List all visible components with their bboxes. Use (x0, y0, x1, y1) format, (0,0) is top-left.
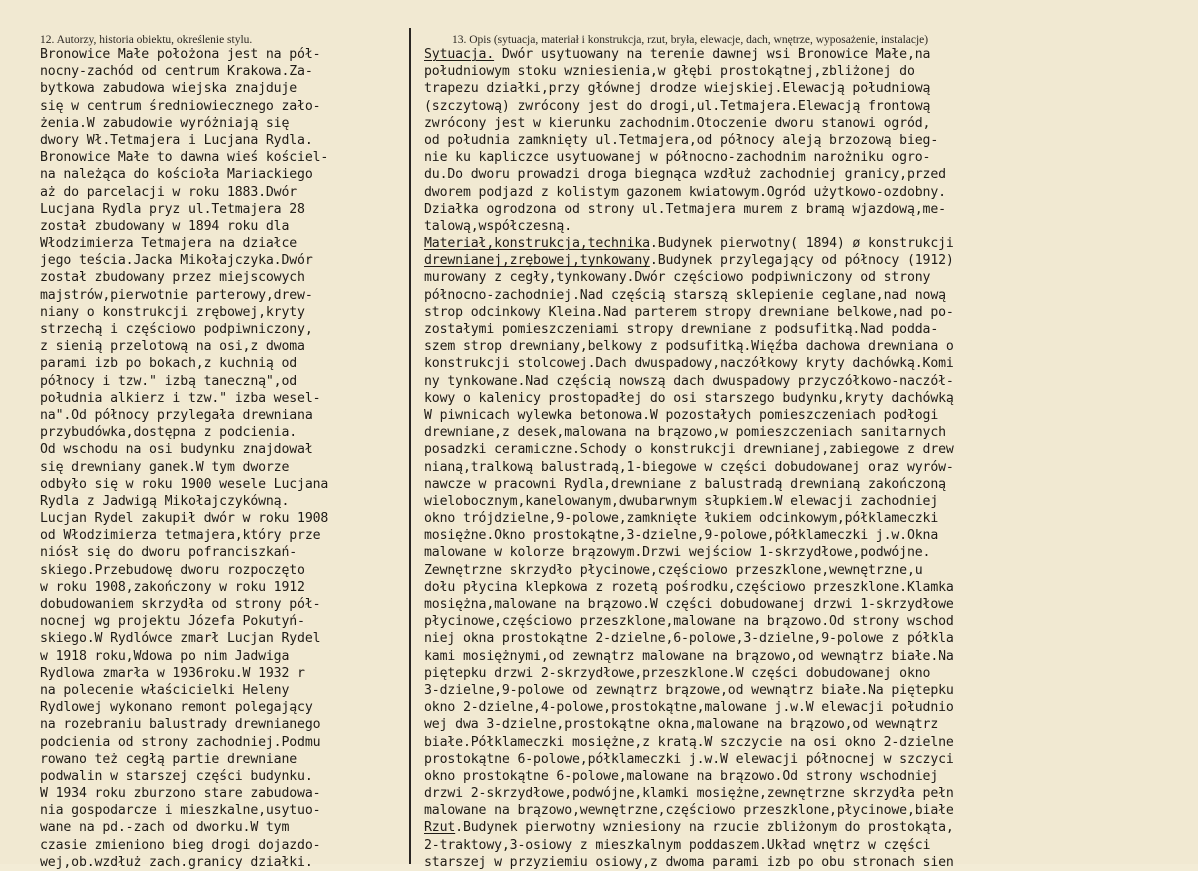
history-text-line: wej,ob.wzdłuż zach.granicy działki. (40, 854, 313, 870)
description-text-line (424, 716, 1180, 733)
history-text-line: nia gospodarcze i mieszkalne,usytuo- (40, 803, 321, 819)
description-text: trapezu działki,przy głównej drodze wiejskiej.Elewacją południową (424, 81, 931, 97)
description-text: 2-traktowy,3-osiowy z mieszkalnym poddaszem.Układ wnętrz w części (424, 837, 931, 853)
description-text-line (424, 802, 1180, 819)
description-text-line (424, 321, 1180, 338)
description-text: okno 2-dzielne,4-polowe,prostokątne,malowane j.w.W elewacji południo (424, 700, 954, 716)
description-text: wielobocznym,kanelowanym,dwubarwnym słupkiem.W elewacji zachodniej (424, 493, 939, 509)
description-text: malowane na brązowo,wewnętrzne,częściowo przeszklone,płycinowe,białe (424, 803, 954, 819)
description-text-line (424, 459, 1180, 476)
description-text: dołu płycina klepkowa z rozetą pośrodku,częściowo przeszklone.Klamka (424, 579, 954, 595)
section-lead-heading: drewnianej,zrębowej,tynkowany (424, 253, 650, 269)
history-text-line: został zbudowany przez miejscowych (40, 270, 305, 286)
section-12-header: 12. Autorzy, historia obiektu, określenie stylu. (40, 34, 253, 46)
description-text-line (424, 235, 1180, 252)
description-text: malowane w kolorze brązowym.Drzwi wejściow 1-skrzydłowe,podwójne. (424, 545, 931, 561)
description-text-line (424, 819, 1180, 836)
description-column (424, 46, 1180, 871)
description-text-line (424, 355, 1180, 372)
history-text-line: skiego.W Rydlówce zmarł Lucjan Rydel (40, 631, 321, 647)
description-text: nie ku kapliczce usytuowanej w północno-zachodnim narożniku ogro- (424, 150, 931, 166)
description-text: nianą,tralkową balustradą,1-biegowe w części dobudowanej oraz wyrów- (424, 459, 954, 475)
description-text: drzwi 2-skrzydłowe,podwójne,klamki mosiężne,zewnętrzne skrzydła pełn (424, 786, 954, 802)
description-text: posadzki ceramiczne.Schody o konstrukcji drewnianej,zabiegowe z drew (424, 442, 954, 458)
description-text: talową,współczesną. (424, 218, 573, 234)
description-text: .Budynek przylegający od północy (1912) (649, 253, 954, 269)
history-text-line: strzechą i częściowo podpiwniczony, (40, 322, 313, 337)
description-text-line (424, 218, 1180, 235)
history-text-line: niósł się do dworu pofranciszkań- (40, 545, 298, 561)
history-text-line: parami izb po bokach,z kuchnią od (40, 356, 298, 372)
description-text: Działka ogrodzona od strony ul.Tetmajera murem z bramą wjazdową,me- (424, 201, 946, 217)
description-text-line (424, 304, 1180, 321)
history-text-line: podcienia od strony zachodniej.Podmu (40, 734, 321, 750)
description-text-line (424, 80, 1180, 97)
description-text-line (424, 544, 1180, 561)
description-text-line (424, 596, 1180, 613)
section-lead-heading: Materiał,konstrukcja,technika (424, 236, 650, 252)
history-text-line: Rydlowej wykonano remont polegający (40, 700, 313, 716)
description-text: mosiężne.Okno prostokątne,3-dzielne,9-polowe,półklameczki j.w.Okna (424, 528, 939, 544)
description-text: zwrócony jest w kierunku zachodnim.Otoczenie dworu stanowi ogród, (424, 115, 931, 131)
history-column (40, 46, 402, 871)
history-text-line: nocnej wg projektu Józefa Pokutyń- (40, 614, 305, 630)
description-text: du.Do dworu prowadzi droga biegnąca wzdłuż zachodniej granicy,przed (424, 167, 946, 183)
history-text-line: Rydlowa zmarła w 1936roku.W 1932 r (40, 665, 305, 681)
history-text-line: został zbudowany w 1894 roku dla (40, 218, 290, 234)
history-text-line: na rozebraniu balustrady drewnianego (40, 717, 321, 733)
section-13-header: 13. Opis (sytuacja, materiał i konstrukcja, rzut, bryła, elewacje, dach, wnętrze, wyposażenie, instalacje) (452, 34, 929, 46)
description-text: szem strop drewniany,belkowy z podsufitką.Więźba dachowa drewniana o (424, 339, 954, 355)
description-text-line (424, 115, 1180, 132)
section-lead-heading: Sytuacja. (424, 47, 495, 62)
description-text: wej dwa 3-dzielne,prostokątne okna,malowane na brązowo,od wewnątrz (424, 717, 939, 733)
section-lead-heading: Rzut (424, 820, 456, 836)
description-text: okno prostokątne 6-polowe,malowane na brązowo.Od strony wschodniej (424, 768, 939, 784)
description-text: południowym stoku wzniesienia,w głębi prostokątnej,zbliżonej do (424, 64, 915, 80)
description-text-line (424, 441, 1180, 458)
description-text: drewniane,z desek,malowana na brązowo,w pomieszczeniach sanitarnych (424, 425, 946, 441)
history-text-line: w roku 1908,zakończony w roku 1912 (40, 579, 305, 595)
description-text: od południa zamknięty ul.Tetmajera,od północy aleją brzozową bieg- (424, 132, 939, 148)
description-text-line (424, 184, 1180, 201)
history-text-line: dwory Wł.Tetmajera i Lucjana Rydla. (40, 132, 313, 148)
history-text-line: się w centrum średniowiecznego zało- (40, 98, 321, 114)
history-text-line: W 1934 roku zburzono stare zabudowa- (40, 786, 321, 802)
column-divider (409, 28, 411, 864)
description-text: mosiężna,malowane na brązowo.W części dobudowanej drzwi 1-skrzydłowe (424, 597, 954, 612)
description-text: dworem podjazd z kolistym gazonem kwiatowym.Ogród użytkowo-ozdobny. (424, 184, 946, 200)
history-text-line: aż do parcelacji w roku 1883.Dwór (40, 184, 298, 200)
history-text-line: Bronowice Małe to dawna wieś kościel- (40, 150, 329, 166)
description-text: piętерku drzwi 2-skrzydłowe,przeszklone.W części dobudowanej okno (424, 665, 931, 681)
description-text: okno trójdzielne,9-polowe,zamknięte łukiem odcinkowym,półklameczki (424, 511, 939, 527)
history-text-line: Włodzimierza Tetmajera na działce (40, 236, 298, 252)
description-text-line (424, 493, 1180, 510)
description-text: (szczytową) zwrócony jest do drogi,ul.Tetmajera.Elewacją frontową (424, 98, 931, 114)
history-text-line: podwalin w starszej części budynku. (40, 768, 313, 784)
description-text-line (424, 785, 1180, 802)
description-text-line (424, 682, 1180, 699)
description-text: W piwnicach wylewka betonowa.W pozostałych pomieszczeniach podłogi (424, 407, 939, 423)
description-text-line (424, 252, 1180, 269)
history-text-line: czasie zmieniono bieg drogi dojazdo- (40, 837, 321, 853)
description-text-line (424, 338, 1180, 355)
history-text-line: w 1918 roku,Wdowa po nim Jadwiga (40, 648, 290, 664)
description-text: nawcze w pracowni Rydla,drewniane z balustradą drewnianą zakończoną (424, 476, 946, 492)
description-text-line (424, 751, 1180, 768)
description-text-line (424, 854, 1180, 871)
description-text-line (424, 768, 1180, 785)
description-text-line (424, 132, 1180, 149)
description-text: kami mosiężnymi,od zewnątrz malowane na brązowo,od wewnątrz białe.Na (424, 648, 954, 664)
history-text-line: skiego.Przebudowę dworu rozpoczęto (40, 562, 305, 578)
description-text: starszej w przyziemiu osiowy,z dwoma parami izb po obu stronach sien (424, 854, 954, 870)
description-text: zostałymi pomieszczeniami stropy drewniane z podsufitką.Nad podda- (424, 322, 939, 337)
description-text: płycinowe,częściowo przeszklone,malowane na brązowo.Od strony wschod (424, 614, 954, 630)
description-text-line (424, 424, 1180, 441)
history-text-line: wane na pd.-zach od dworku.W tym (40, 820, 290, 836)
description-text-line (424, 837, 1180, 854)
description-text: .Budynek pierwotny wzniesiony na rzucie zbliżonym do prostokąta, (455, 820, 954, 836)
description-text: ny tynkowane.Nad częścią nowszą dach dwuspadowy przyczółkowo-naczół- (424, 373, 954, 389)
description-text: 3-dzielne,9-polowe od zewnątrz brązowe,od wewnątrz białe.Na piętерku (424, 682, 954, 698)
history-text-line: Lucjana Rydla pryz ul.Tetmajera 28 (40, 201, 305, 217)
history-text-line: północy i tzw." izbą taneczną",od (40, 373, 298, 389)
description-text: białe.Półklameczki mosiężne,z kratą.W szczycie na osi okno 2-dzielne (424, 734, 954, 750)
history-text-line: się drewniany ganek.W tym dworze (40, 459, 290, 475)
description-text-line (424, 149, 1180, 166)
description-text-line (424, 287, 1180, 304)
description-text-line (424, 665, 1180, 682)
history-text-line: przybudówka,dostępna z podcienia. (40, 425, 298, 441)
description-text: konstrukcji stolcowej.Dach dwuspadowy,naczółkowy kryty dachówką.Komi (424, 356, 954, 372)
history-text-line: bytkowa zabudowa wiejska znajduje (40, 81, 298, 97)
history-text-line: z sienią przelotową na osi,z dwoma (40, 339, 305, 355)
description-text: niej okna prostokątne 2-dzielne,6-polowe,3-dzielne,9-polowe z półkla (424, 631, 954, 647)
description-text: .Budynek pierwotny( 1894) ø konstrukcji (649, 236, 954, 252)
history-text-line: dobudowaniem skrzydła od strony pół- (40, 597, 321, 612)
description-text: kowy o kalenicy prostopadłej do osi starszego budynku,kryty dachówką (424, 390, 954, 406)
history-text-line: rowano też cegłą partie drewniane (40, 751, 298, 767)
history-text-line: od Włodzimierza tetmajera,który prze (40, 528, 321, 544)
description-text: strop odcinkowy Kleina.Nad parterem stropy drewniane belkowe,nad po- (424, 304, 954, 320)
history-text-line: majstrów,pierwotnie parterowy,drew- (40, 287, 313, 303)
description-text-line (424, 63, 1180, 80)
history-text-line: Od wschodu na osi budynku znajdował (40, 442, 313, 458)
description-text-line (424, 699, 1180, 716)
description-text-line (424, 630, 1180, 647)
description-text-line (424, 269, 1180, 286)
description-text-line (424, 166, 1180, 183)
description-text-line (424, 390, 1180, 407)
history-text-line: Rydla z Jadwigą Mikołajczykówną. (40, 493, 290, 509)
description-text-line (424, 648, 1180, 665)
history-text-line: na należąca do kościoła Mariackiego (40, 167, 313, 183)
description-text-line (424, 407, 1180, 424)
history-text-line: na polecenie właścicielki Heleny (40, 682, 290, 698)
description-text-line (424, 527, 1180, 544)
history-text-line: Bronowice Małe położona jest na pół- (40, 47, 321, 62)
description-text-line (424, 476, 1180, 493)
history-text-line: południa alkierz i tzw." izba wesel- (40, 390, 321, 406)
description-text-line (424, 562, 1180, 579)
description-text-line (424, 510, 1180, 527)
description-text-line (424, 734, 1180, 751)
description-text-line (424, 98, 1180, 115)
description-text: prostokątne 6-polowe,półklameczki j.w.W elewacji północnej w szczyci (424, 751, 954, 767)
description-text: północno-zachodniej.Nad częścią starszą sklepienie ceglane,nad nową (424, 287, 946, 303)
history-text-line: jego teścia.Jacka Mikołajczyka.Dwór (40, 253, 313, 269)
history-text-line: na".Od północy przylegała drewniana (40, 407, 313, 423)
description-text: Dwór usytuowany na terenie dawnej wsi Bronowice Małe,na (494, 47, 931, 62)
description-text: murowany z cegły,tynkowany.Dwór częściowo podpiwniczony od strony (424, 270, 931, 286)
history-text-line: Lucjan Rydel zakupił dwór w roku 1908 (40, 511, 329, 527)
description-text-line (424, 201, 1180, 218)
history-text-line: żenia.W zabudowie wyróżniają się (40, 115, 290, 131)
history-text-line: odbyło się w roku 1900 wesele Lucjana (40, 476, 329, 492)
description-text-line (424, 373, 1180, 390)
history-text-line: nocny-zachód od centrum Krakowa.Za- (40, 64, 313, 80)
description-text: Zewnętrzne skrzydło płycinowe,częściowo przeszklone,wewnętrzne,u (424, 562, 923, 578)
history-text-line: niany o konstrukcji zrębowej,kryty (40, 304, 305, 320)
description-text-line (424, 613, 1180, 630)
description-text-line (424, 46, 1180, 63)
description-text-line (424, 579, 1180, 596)
